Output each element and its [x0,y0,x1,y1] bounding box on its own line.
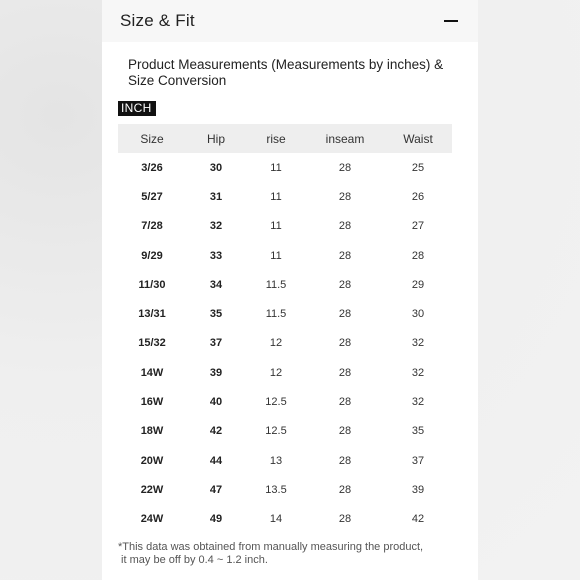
size-cell: 20W [140,454,164,467]
inseam-cell: 28 [338,454,352,467]
table-row [118,212,452,241]
rise-cell: 11.5 [265,308,287,321]
waist-cell: 28 [411,249,425,262]
hip-cell: 40 [209,396,223,409]
inseam-cell: 28 [338,337,352,350]
hip-cell: 37 [209,337,223,350]
hip-cell: 39 [209,366,223,379]
table-row [118,270,452,299]
size-cell: 24W [140,513,164,526]
size-fit-panel [102,0,478,580]
size-cell: 13/31 [138,308,166,321]
waist-cell: 30 [411,308,425,321]
size-cell: 3/26 [141,161,163,174]
size-cell: 5/27 [141,190,163,203]
size-cell: 9/29 [141,249,163,262]
rise-cell: 11.5 [265,278,287,291]
rise-cell: 11 [270,220,282,233]
hip-cell: 35 [209,308,223,321]
waist-cell: 42 [411,513,425,526]
inseam-cell: 28 [338,483,352,496]
hip-cell: 49 [209,513,223,526]
size-cell: 15/32 [138,337,166,350]
table-header-row [118,124,452,153]
table-row [118,358,452,387]
size-chart-table [118,124,452,534]
section-title: Size & Fit [120,11,195,30]
table-row [118,417,452,446]
hip-cell: 30 [209,161,223,174]
table-row [118,446,452,475]
waist-cell: 39 [411,483,425,496]
waist-cell: 32 [411,337,425,350]
inseam-cell: 28 [338,190,352,203]
measurement-disclaimer [118,541,468,567]
waist-cell: 32 [411,396,425,409]
table-row [118,241,452,270]
inseam-cell: 28 [338,249,352,262]
waist-cell: 35 [411,425,425,438]
column-header-hip: Hip [186,124,246,153]
size-cell: 14W [140,366,164,379]
hip-cell: 34 [209,278,223,291]
inseam-cell: 28 [338,425,352,438]
inseam-cell: 28 [338,396,352,409]
rise-cell: 13 [269,454,283,467]
rise-cell: 14 [269,513,283,526]
rise-cell: 13.5 [265,483,287,496]
hip-cell: 47 [209,483,223,496]
hip-cell: 32 [209,220,223,233]
table-row [118,299,452,328]
measurements-heading: Product Measurements (Measurements by inches) & Size Conversion [128,57,444,88]
size-fit-accordion-header[interactable] [102,0,478,42]
rise-cell: 12 [269,337,283,350]
inseam-cell: 28 [338,161,352,174]
table-row [118,329,452,358]
unit-tag: INCH [118,101,156,116]
column-header-size: Size [118,124,186,153]
table-row [118,153,452,182]
column-header-inseam: inseam [306,124,384,153]
rise-cell: 11 [270,190,282,203]
size-cell: 11/30 [138,278,166,291]
table-row [118,387,452,416]
rise-cell: 12.5 [265,425,287,438]
inseam-cell: 28 [338,513,352,526]
table-row [118,182,452,211]
waist-cell: 29 [411,278,425,291]
disclaimer-line: *This data was obtained from manually measuring the product, [118,541,424,553]
table-row [118,505,452,534]
table-row [118,475,452,504]
column-header-rise: rise [246,124,306,153]
hip-cell: 44 [209,454,223,467]
size-cell: 7/28 [141,220,163,233]
size-cell: 22W [140,483,164,496]
size-cell: 16W [140,396,164,409]
inseam-cell: 28 [338,278,352,291]
rise-cell: 11 [270,161,282,174]
inseam-cell: 28 [338,308,352,321]
disclaimer-line: it may be off by 0.4 ~ 1.2 inch. [118,554,268,566]
hip-cell: 33 [209,249,223,262]
minus-icon[interactable] [444,20,458,22]
hip-cell: 31 [209,190,223,203]
rise-cell: 11 [270,249,282,262]
waist-cell: 25 [411,161,425,174]
waist-cell: 32 [411,366,425,379]
waist-cell: 26 [411,190,425,203]
size-cell: 18W [140,425,164,438]
inseam-cell: 28 [338,220,352,233]
rise-cell: 12 [269,366,283,379]
waist-cell: 37 [411,454,425,467]
rise-cell: 12.5 [265,396,287,409]
waist-cell: 27 [411,220,425,233]
inseam-cell: 28 [338,366,352,379]
hip-cell: 42 [209,425,223,438]
column-header-waist: Waist [384,124,452,153]
